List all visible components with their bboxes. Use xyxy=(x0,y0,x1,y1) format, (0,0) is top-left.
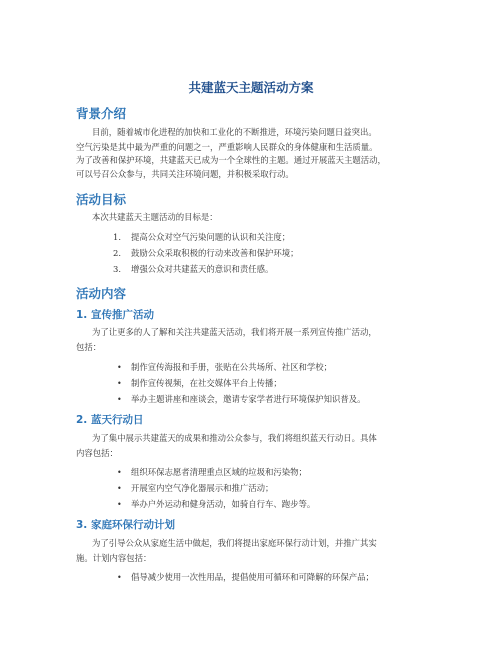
list-item xyxy=(0,230,502,246)
list-item-text: 制作宣传视频，在社交媒体平台上传播； xyxy=(131,377,282,388)
heading-goals: 活动目标 xyxy=(76,192,127,207)
list-item-text: 举办主题讲座和座谈会，邀请专家学者进行环境保护知识普及。 xyxy=(131,393,366,404)
list-item-text: 提高公众对空气污染问题的认识和关注度； xyxy=(131,232,291,242)
family-plan-bullet-list xyxy=(0,570,502,586)
heading-content: 活动内容 xyxy=(76,286,127,301)
bullet-icon: • xyxy=(117,573,122,582)
paragraph-line: 为了集中展示共建蓝天的成果和推动公众参与，我们将组织蓝天行动日。具体 xyxy=(92,433,377,443)
paragraph-line: 可以号召公众参与，共同关注环境问题，并积极采取行动。 xyxy=(76,168,294,179)
list-item xyxy=(0,570,502,586)
paragraph-line: 为了引导公众从家庭生活中做起，我们将提出家庭环保行动计划，并推广其实 xyxy=(92,538,377,548)
list-number: 3. xyxy=(113,263,121,274)
action-day-bullet-list xyxy=(0,465,502,512)
bullet-icon: • xyxy=(117,499,122,509)
list-item-text: 举办户外运动和健身活动，如骑自行车、跑步等。 xyxy=(131,498,316,509)
paragraph-line: 目前，随着城市化进程的加快和工业化的不断推进，环境污染问题日益突出。 xyxy=(92,127,377,137)
bullet-icon: • xyxy=(117,483,122,493)
list-item xyxy=(0,376,502,392)
goals-intro xyxy=(92,210,452,226)
list-item-text: 倡导减少使用一次性用品，提倡使用可循环和可降解的环保产品； xyxy=(131,572,374,582)
bullet-icon: • xyxy=(117,468,122,477)
bullet-icon: • xyxy=(117,394,122,404)
paragraph-line: 施。计划内容包括： xyxy=(76,552,152,563)
subheading-action-day: 2. 蓝天行动日 xyxy=(76,414,144,426)
heading-background: 背景介绍 xyxy=(76,106,127,121)
subheading-promotion: 1. 宣传推广活动 xyxy=(76,309,154,321)
bullet-icon: • xyxy=(117,363,122,372)
bullet-icon: • xyxy=(117,378,122,388)
list-item-text: 组织环保志愿者清理重点区域的垃圾和污染物； xyxy=(131,467,307,477)
subheading-family-plan: 3. 家庭环保行动计划 xyxy=(76,519,175,531)
paragraph-line: 为了让更多的人了解和关注共建蓝天活动，我们将开展一系列宣传推广活动， xyxy=(92,327,377,337)
action-day-paragraph xyxy=(76,431,436,460)
list-item-text: 增强公众对共建蓝天的意识和责任感。 xyxy=(131,263,274,274)
list-item xyxy=(0,262,502,278)
family-plan-paragraph xyxy=(76,536,436,565)
list-item-text: 开展室内空气净化器展示和推广活动； xyxy=(131,482,274,493)
list-item xyxy=(0,481,502,497)
list-item xyxy=(0,392,502,408)
goals-numbered-list xyxy=(0,230,502,277)
promotion-bullet-list xyxy=(0,360,502,407)
promotion-paragraph xyxy=(76,325,436,354)
background-paragraph xyxy=(76,125,436,181)
list-item xyxy=(0,360,502,376)
paragraph-line: 空气污染是其中最为严重的问题之一，严重影响人民群众的身体健康和生活质量。 xyxy=(76,141,378,152)
paragraph-line: 本次共建蓝天主题活动的目标是： xyxy=(92,212,218,222)
list-item-text: 鼓励公众采取积极的行动来改善和保护环境； xyxy=(131,247,299,258)
list-item-text: 制作宣传海报和手册，张贴在公共场所、社区和学校； xyxy=(131,362,332,372)
document-title: 共建蓝天主题活动方案 xyxy=(188,80,314,95)
list-item xyxy=(0,497,502,513)
list-item xyxy=(0,246,502,262)
paragraph-line: 包括： xyxy=(76,341,102,352)
list-number: 1. xyxy=(113,232,121,242)
list-number: 2. xyxy=(113,247,121,258)
paragraph-line: 内容包括： xyxy=(76,447,118,458)
list-item xyxy=(0,465,502,481)
paragraph-line: 为了改善和保护环境，共建蓝天已成为一个全球性的主题。通过开展蓝天主题活动， xyxy=(76,155,386,166)
